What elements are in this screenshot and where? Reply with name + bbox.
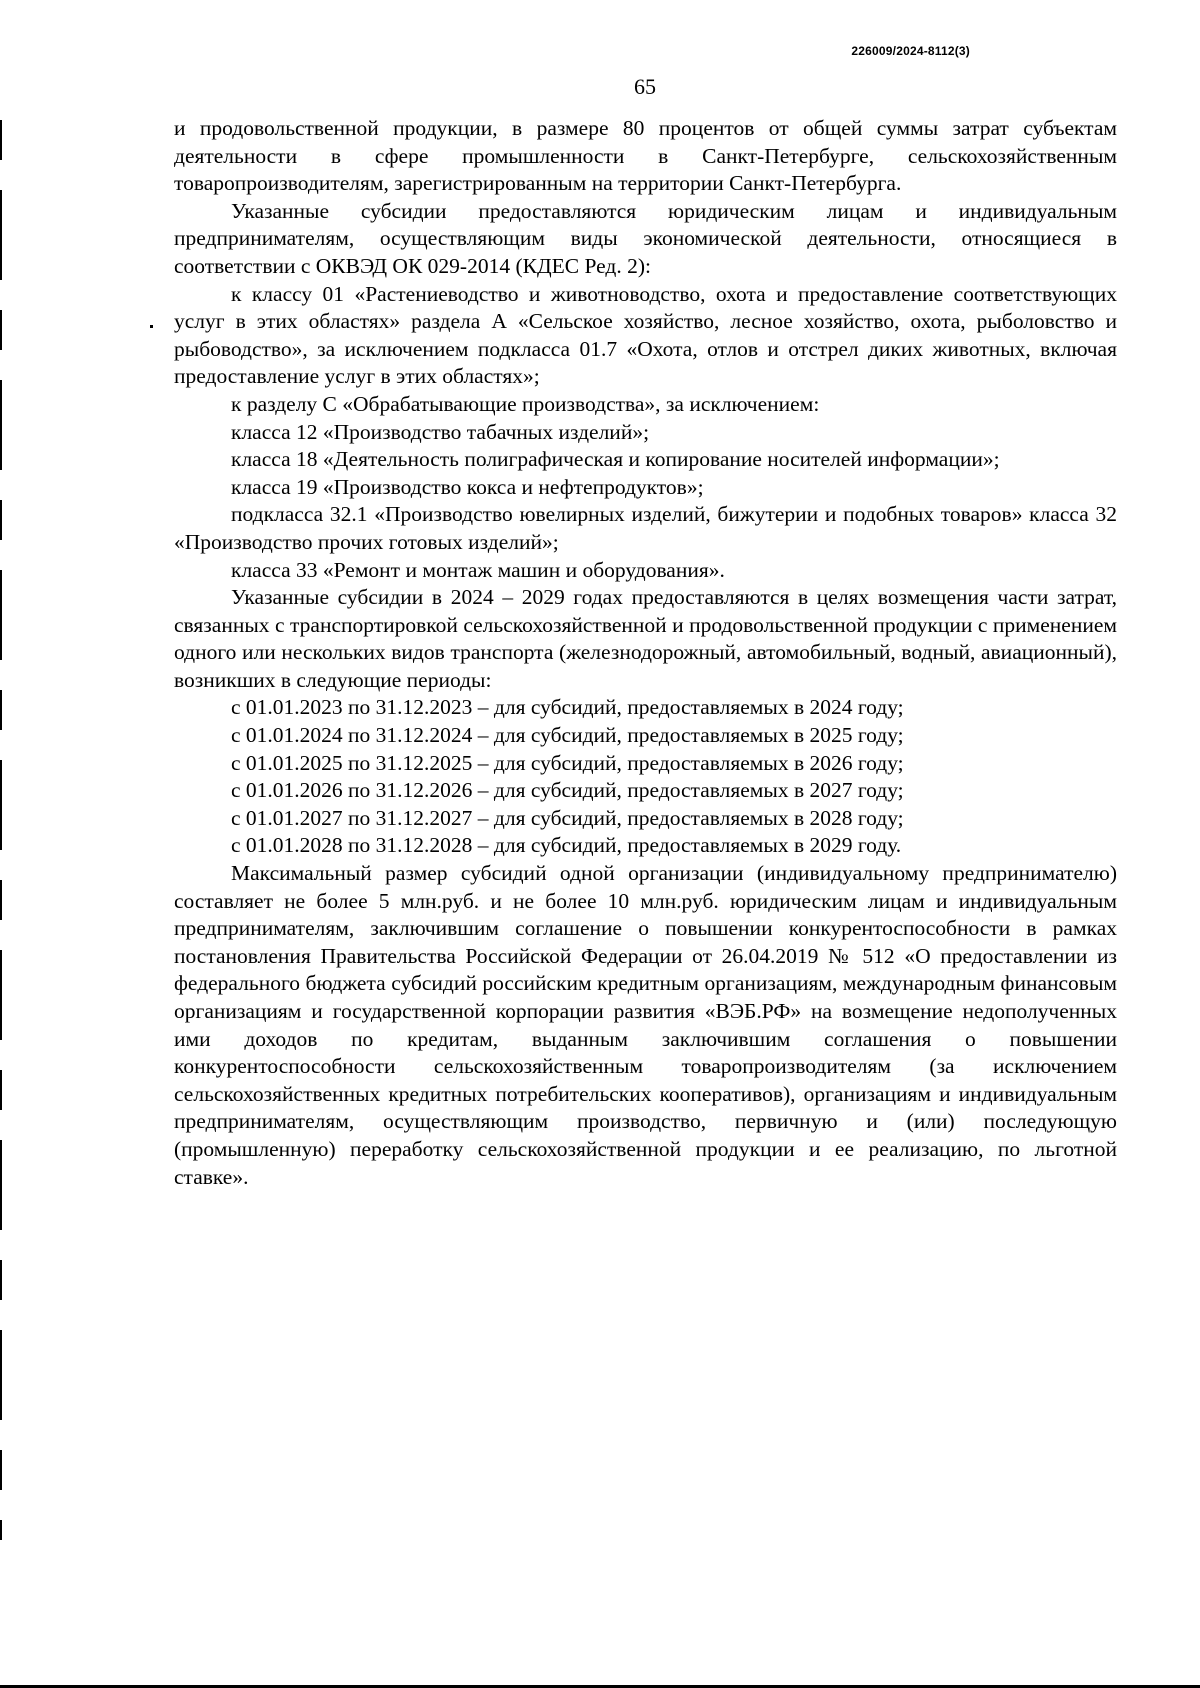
paragraph-class-33: класса 33 «Ремонт и монтаж машин и оборудования». — [231, 557, 725, 582]
paragraph-class-18: класса 18 «Деятельность полиграфическая и копирование носителей информации»; — [231, 447, 1000, 472]
paragraph-section-c: к разделу С «Обрабатывающие производства», за исключением: — [231, 391, 820, 416]
paragraph-class-01: к классу 01 «Растениеводство и животноводство, охота и предоставление соответствующих услуг в этих областях» раздела А «Сельское хозяйство, лесное хозяйство, охота, рыболовство и рыбоводство», за исключением подкласса 01.7 «Охота, отлов и отстрел диких животных, включая предоставление услуг в этих областях»; — [174, 281, 1117, 389]
page-number: 65 — [634, 74, 656, 99]
paragraph-class-19: класса 19 «Производство кокса и нефтепродуктов»; — [231, 474, 704, 499]
paragraph-subsidy-recipients: Указанные субсидии предоставляются юридическим лицам и индивидуальным предпринимателям, осуществляющим виды экономической деятельности, относящиеся в соответствии с ОКВЭД ОК 029-2014 (КДЕС Ред. 2): — [174, 198, 1117, 278]
period-item: с 01.01.2027 по 31.12.2027 – для субсидий, предоставляемых в 2028 году; — [231, 805, 904, 830]
period-item: с 01.01.2023 по 31.12.2023 – для субсидий, предоставляемых в 2024 году; — [231, 695, 904, 720]
paragraph-continuation: и продовольственной продукции, в размере 80 процентов от общей суммы затрат субъектам деятельности в сфере промышленности в Санкт-Петербурге, сельскохозяйственным товаропроизводителям, зарегистрированным на территории Санкт-Петербурга. — [174, 116, 1117, 196]
period-item: с 01.01.2024 по 31.12.2024 – для субсидий, предоставляемых в 2025 году; — [231, 723, 904, 748]
scan-edge-artifact — [0, 120, 2, 1540]
period-item: с 01.01.2028 по 31.12.2028 – для субсидий, предоставляемых в 2029 году. — [231, 833, 902, 858]
document-registration-number: 226009/2024-8112(3) — [851, 44, 970, 58]
paragraph-class-12: класса 12 «Производство табачных изделий»; — [231, 419, 650, 444]
scan-speck — [150, 325, 153, 328]
period-item: с 01.01.2025 по 31.12.2025 – для субсидий, предоставляемых в 2026 году; — [231, 750, 904, 775]
paragraph-maximum-subsidy: Максимальный размер субсидий одной организации (индивидуальному предпринимателю) составляет не более 5 млн.руб. и не более 10 млн.руб. юридическим лицам и индивидуальным предпринимателям, заключившим соглашение о повышении конкурентоспособности в рамках постановления Правительства Российской Федерации от 26.04.2019 № 512 «О предоставлении из федерального бюджета субсидий российским кредитным организациям, международным финансовым организациям и государственной корпорации развития «ВЭБ.РФ» на возмещение недополученных ими доходов по кредитам, выданным заключившим соглашения о повышении конкурентоспособности сельскохозяйственным товаропроизводителям (за исключением сельскохозяйственных кредитных потребительских кооперативов), организациям и индивидуальным предпринимателям, осуществляющим производство, первичную и (или) последующую (промышленную) переработку сельскохозяйственной продукции и ее реализацию, по льготной ставке». — [174, 861, 1117, 1189]
paragraph-subclass-32-1: подкласса 32.1 «Производство ювелирных изделий, бижутерии и подобных товаров» класса 32 «Производство прочих готовых изделий»; — [174, 502, 1117, 554]
paragraph-subsidy-purpose: Указанные субсидии в 2024 – 2029 годах предоставляются в целях возмещения части затрат, связанных с транспортировкой сельскохозяйственной и продовольственной продукции с применением одного или нескольких видов транспорта (железнодорожный, автомобильный, водный, авиационный), возникших в следующие периоды: — [174, 585, 1117, 692]
period-item: с 01.01.2026 по 31.12.2026 – для субсидий, предоставляемых в 2027 году; — [231, 778, 904, 803]
document-body — [174, 115, 1117, 1191]
